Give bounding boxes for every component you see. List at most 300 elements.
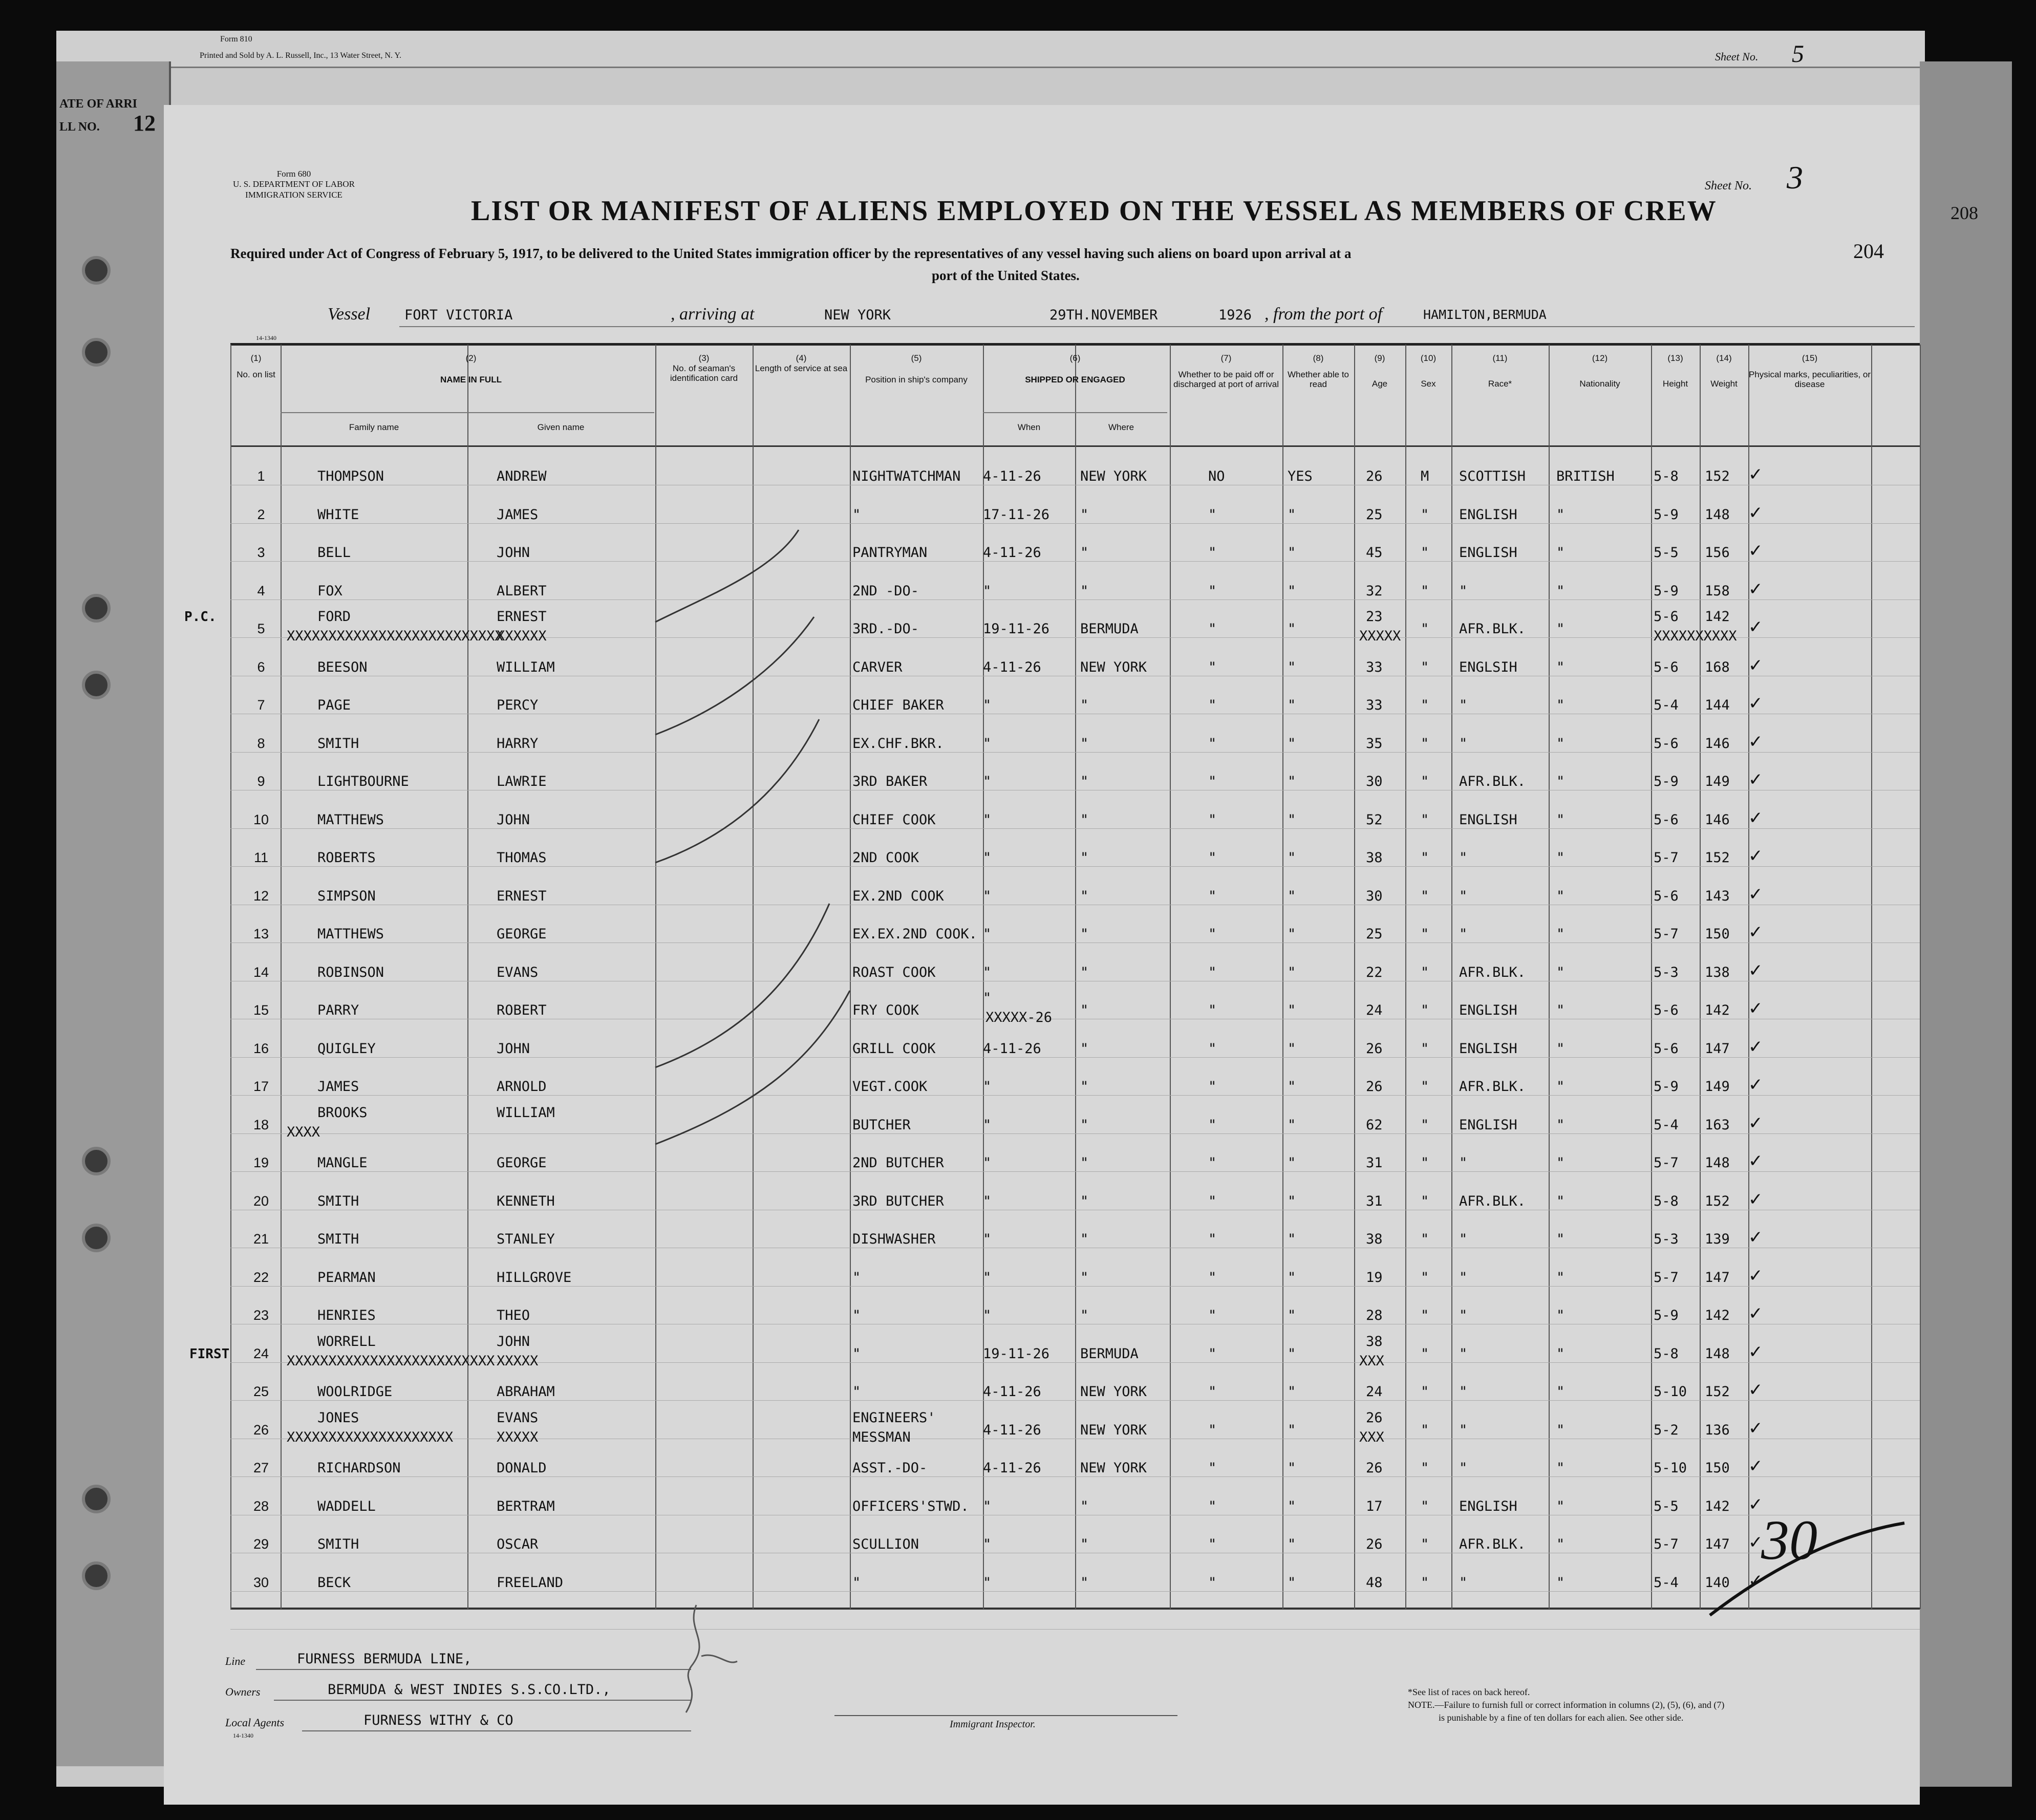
row-number: 25 <box>253 1384 269 1399</box>
shipped-when: 4-11-26 <box>983 468 1041 484</box>
column-line <box>467 345 468 1609</box>
shipped-where: NEW YORK <box>1080 1422 1147 1438</box>
race-note: *See list of races on back hereof. <box>1408 1687 1530 1697</box>
nationality: " <box>1556 1079 1565 1095</box>
physical-mark: ✓ <box>1748 1380 1763 1400</box>
age: 48 <box>1366 1574 1383 1591</box>
race: " <box>1459 1422 1468 1438</box>
weight: 148 <box>1705 506 1730 523</box>
physical-mark: ✓ <box>1748 1532 1763 1553</box>
sex: " <box>1421 1269 1429 1286</box>
shipped-where: " <box>1080 1079 1089 1095</box>
position: CHIEF COOK <box>852 811 936 828</box>
header-sex: (10) Sex <box>1420 353 1437 389</box>
weight: 152 <box>1705 1384 1730 1400</box>
given-name: JOHN <box>497 545 530 561</box>
age: 17 <box>1366 1498 1383 1514</box>
family-name: SMITH <box>317 1536 359 1552</box>
row-line <box>230 1286 1920 1287</box>
given-name: ERNEST <box>497 609 547 625</box>
race: " <box>1459 735 1468 752</box>
row-number: 18 <box>253 1117 269 1132</box>
sex: " <box>1421 1422 1429 1438</box>
header-age: (9) Age <box>1371 353 1388 389</box>
shipped-when: " <box>983 583 992 599</box>
physical-mark: ✓ <box>1748 1341 1763 1362</box>
physical-mark: ✓ <box>1748 693 1763 714</box>
paid-off: " <box>1208 964 1217 980</box>
row-line <box>230 1171 1920 1172</box>
physical-mark: ✓ <box>1748 922 1763 943</box>
owners-label: Owners <box>225 1685 261 1698</box>
height: 5-5 <box>1654 545 1679 561</box>
height: 5-6 <box>1654 659 1679 675</box>
position: 3RD.-DO- <box>852 621 919 637</box>
height: 5-7 <box>1654 850 1679 866</box>
race: SCOTTISH <box>1459 468 1526 484</box>
race: ENGLISH <box>1459 545 1517 561</box>
race: " <box>1459 1345 1468 1362</box>
given-name: ABRAHAM <box>497 1384 555 1400</box>
physical-mark: ✓ <box>1748 731 1763 752</box>
weight: 147 <box>1705 1536 1730 1552</box>
shipped-when: " <box>983 888 992 904</box>
shipped-where: " <box>1080 506 1089 523</box>
sex: " <box>1421 1574 1429 1591</box>
age: 25 <box>1366 926 1383 942</box>
shipped-where: NEW YORK <box>1080 659 1147 675</box>
position: " <box>852 1574 861 1591</box>
family-name: RICHARDSON <box>317 1460 401 1476</box>
column-line <box>1405 345 1406 1609</box>
age: 26 <box>1366 468 1383 484</box>
age: 26 <box>1366 1079 1383 1095</box>
height: 5-9 <box>1654 583 1679 599</box>
paid-off: " <box>1208 888 1217 904</box>
position: VEGT.COOK <box>852 1079 928 1095</box>
binder-hole <box>82 338 111 367</box>
shipped-when: 4-11-26 <box>983 545 1041 561</box>
height: 5-2 <box>1654 1422 1679 1438</box>
position: " <box>852 1384 861 1400</box>
nationality: " <box>1556 850 1565 866</box>
row-number: 24 <box>253 1345 269 1361</box>
row-line <box>230 866 1920 867</box>
underlying-date-of-arrival: ATE OF ARRI <box>59 97 138 111</box>
age: 26 <box>1366 1536 1383 1552</box>
row-number: 4 <box>257 583 265 598</box>
age: 35 <box>1366 735 1383 752</box>
weight: 150 <box>1705 926 1730 942</box>
row-line <box>230 561 1920 562</box>
shipped-where: " <box>1080 1040 1089 1057</box>
nationality: " <box>1556 1231 1565 1247</box>
physical-mark: ✓ <box>1748 1151 1763 1171</box>
able-to-read: " <box>1288 964 1296 980</box>
column-line <box>1920 345 1921 1609</box>
weight: 146 <box>1705 811 1730 828</box>
sex: " <box>1421 621 1429 637</box>
nationality: " <box>1556 1269 1565 1286</box>
binder-hole <box>82 671 111 699</box>
nationality: " <box>1556 545 1565 561</box>
weight: 142 <box>1705 1308 1730 1323</box>
physical-mark: ✓ <box>1748 1189 1763 1210</box>
vessel-underline <box>399 326 1915 327</box>
nationality: " <box>1556 735 1565 752</box>
race: ENGLISH <box>1459 1498 1517 1514</box>
nationality: " <box>1556 1308 1565 1323</box>
race: ENGLISH <box>1459 1040 1517 1057</box>
nationality: " <box>1556 811 1565 828</box>
shipped-divider <box>983 412 1167 413</box>
shipped-when: " <box>983 811 992 828</box>
shipped-where: " <box>1080 888 1089 904</box>
nationality: " <box>1556 1345 1565 1362</box>
column-line <box>1549 345 1550 1609</box>
age: 31 <box>1366 1155 1383 1171</box>
given-name: HARRY <box>497 735 539 752</box>
position: 2ND COOK <box>852 850 919 866</box>
arrival-date: 29TH.NOVEMBER <box>1049 307 1158 323</box>
department: U. S. DEPARTMENT OF LABOR <box>233 179 355 189</box>
sex: " <box>1421 1536 1429 1552</box>
paid-off: " <box>1208 1345 1217 1362</box>
vessel-label: Vessel <box>328 305 371 324</box>
family-name: SMITH <box>317 1231 359 1247</box>
column-line <box>281 345 282 1609</box>
shipped-when: " <box>983 1079 992 1095</box>
family-name: BECK <box>317 1574 351 1591</box>
sex: " <box>1421 964 1429 980</box>
shipped-where: " <box>1080 1574 1089 1591</box>
nationality: " <box>1556 1536 1565 1552</box>
row-line <box>230 523 1920 524</box>
age: 26 <box>1366 1409 1383 1426</box>
race: ENGLISH <box>1459 506 1517 523</box>
row-number: 21 <box>253 1231 269 1247</box>
row-line <box>230 1400 1920 1401</box>
sheet-no-label: Sheet No. <box>1705 179 1752 192</box>
nationality: " <box>1556 926 1565 942</box>
row-number: 17 <box>253 1079 269 1094</box>
physical-mark: ✓ <box>1748 1075 1763 1095</box>
row-line <box>230 1133 1920 1134</box>
shipped-when: 19-11-26 <box>983 621 1050 637</box>
paid-off: " <box>1208 621 1217 637</box>
underlying-list-no: LL NO. <box>59 120 100 134</box>
paid-off: " <box>1208 926 1217 942</box>
row-number: 5 <box>257 621 265 636</box>
sex: " <box>1421 774 1429 789</box>
shipped-when: " <box>983 1117 992 1133</box>
header-paid-off: (7) Whether to be paid off or discharged at port of arrival <box>1173 353 1279 390</box>
height: 5-9 <box>1654 1079 1679 1095</box>
sex: " <box>1421 1384 1429 1400</box>
row-line <box>230 1629 1920 1630</box>
height: 5-7 <box>1654 926 1679 942</box>
family-name: JAMES <box>317 1079 359 1095</box>
paid-off: " <box>1208 1498 1217 1514</box>
shipped-when: 4-11-26 <box>983 1384 1041 1400</box>
vessel-name: FORT VICTORIA <box>404 307 513 323</box>
able-to-read: " <box>1288 1002 1296 1018</box>
family-name: BELL <box>317 545 351 561</box>
shipped-where: " <box>1080 1308 1089 1323</box>
underlying-list-no-value: 12 <box>133 111 156 136</box>
row-number: 2 <box>257 506 265 522</box>
height: 5-3 <box>1654 964 1679 980</box>
row-number: 22 <box>253 1269 269 1285</box>
age: 25 <box>1366 506 1383 523</box>
position: CARVER <box>852 659 903 675</box>
shipped-when: " <box>983 1155 992 1171</box>
manifest-title: LIST OR MANIFEST OF ALIENS EMPLOYED ON THE VESSEL AS MEMBERS OF CREW <box>471 195 1717 227</box>
race: " <box>1459 1384 1468 1400</box>
row-number: 14 <box>253 964 269 980</box>
header-weight: (14) Weight <box>1710 353 1738 389</box>
struck-family-name: XXXX <box>287 1124 320 1140</box>
family-name: MANGLE <box>317 1155 368 1171</box>
weight: 144 <box>1705 697 1730 713</box>
weight: 152 <box>1705 468 1730 484</box>
binder-hole <box>82 1224 111 1252</box>
position: CHIEF BAKER <box>852 697 944 713</box>
row-number: 20 <box>253 1193 269 1209</box>
given-name: STANLEY <box>497 1231 555 1247</box>
position: 3RD BAKER <box>852 774 928 789</box>
age: 38 <box>1366 1333 1383 1350</box>
shipped-where: " <box>1080 964 1089 980</box>
family-name: WHITE <box>317 506 359 523</box>
race: " <box>1459 583 1468 599</box>
given-name: ERNEST <box>497 888 547 904</box>
corner-code: 14-1340 <box>256 334 276 341</box>
position: NIGHTWATCHMAN <box>852 468 961 484</box>
family-name: PEARMAN <box>317 1269 376 1286</box>
physical-mark: ✓ <box>1748 1112 1763 1133</box>
weight: 136 <box>1705 1422 1730 1438</box>
underlying-sheet-no-value: 5 <box>1792 40 1804 68</box>
race: AFR.BLK. <box>1459 621 1526 637</box>
able-to-read: " <box>1288 811 1296 828</box>
able-to-read: " <box>1288 888 1296 904</box>
underlying-printer-line: Printed and Sold by A. L. Russell, Inc., 13 Water Street, N. Y. <box>200 51 401 60</box>
race: " <box>1459 926 1468 942</box>
shipped-when: " <box>983 1308 992 1323</box>
family-name: HENRIES <box>317 1308 376 1323</box>
age: 38 <box>1366 850 1383 866</box>
header-id-card: (3) No. of seaman's identification card <box>670 353 738 383</box>
age: 32 <box>1366 583 1383 599</box>
agents-underline <box>302 1730 691 1731</box>
given-name: KENNETH <box>497 1193 555 1209</box>
given-name: OSCAR <box>497 1536 539 1552</box>
family-name: WOOLRIDGE <box>317 1384 393 1400</box>
header-given-name: Given name <box>537 422 585 432</box>
row-line <box>230 1057 1920 1058</box>
nationality: " <box>1556 583 1565 599</box>
physical-mark: ✓ <box>1748 1036 1763 1057</box>
paid-off: " <box>1208 1460 1217 1476</box>
able-to-read: " <box>1288 1117 1296 1133</box>
height: 5-6 <box>1654 888 1679 904</box>
family-name: SIMPSON <box>317 888 376 904</box>
tally-count: 30 <box>1761 1509 1817 1571</box>
binder-hole <box>82 1485 111 1513</box>
family-name: THOMPSON <box>317 468 384 484</box>
weight: 142 <box>1705 1002 1730 1018</box>
height: 5-10 <box>1654 1384 1687 1400</box>
race: ENGLISH <box>1459 1117 1517 1133</box>
row-number: 28 <box>253 1498 269 1514</box>
able-to-read: " <box>1288 1345 1296 1362</box>
pencil-slashes <box>645 402 860 1170</box>
position: EX.EX.2ND COOK. <box>852 926 977 942</box>
family-name: PARRY <box>317 1002 359 1018</box>
given-name: PERCY <box>497 697 539 713</box>
paid-off: " <box>1208 583 1217 599</box>
struck-shipped-when: XXXXX-26 <box>985 1010 1053 1025</box>
age: 62 <box>1366 1117 1383 1133</box>
nationality: " <box>1556 1422 1565 1438</box>
race: ENGLISH <box>1459 1002 1517 1018</box>
able-to-read: " <box>1288 774 1296 789</box>
family-name: BROOKS <box>317 1104 368 1121</box>
able-to-read: YES <box>1288 468 1313 484</box>
struck-age: XXX <box>1359 1429 1384 1445</box>
inspector-line <box>834 1715 1177 1716</box>
weight: 140 <box>1705 1574 1730 1591</box>
nationality: " <box>1556 1193 1565 1209</box>
sex: M <box>1421 468 1429 484</box>
sex: " <box>1421 850 1429 866</box>
physical-mark: ✓ <box>1748 846 1763 866</box>
age: 38 <box>1366 1231 1383 1247</box>
margin-note: FIRST <box>189 1346 230 1362</box>
able-to-read: " <box>1288 621 1296 637</box>
age: 19 <box>1366 1269 1383 1286</box>
age: 45 <box>1366 545 1383 561</box>
paid-off: " <box>1208 1269 1217 1286</box>
from-label: , from the port of <box>1265 305 1383 324</box>
footer-form-code: 14-1340 <box>233 1732 253 1739</box>
position: " <box>852 1345 861 1362</box>
form-block <box>233 169 355 200</box>
header-physical-marks: (15) Physical marks, peculiarities, or disease <box>1748 353 1871 390</box>
race: ENGLISH <box>1459 811 1517 828</box>
nationality: " <box>1556 506 1565 523</box>
sex: " <box>1421 811 1429 828</box>
shipped-when: " <box>983 926 992 942</box>
height: 5-5 <box>1654 1498 1679 1514</box>
weight: 142 <box>1705 609 1730 625</box>
able-to-read: " <box>1288 1155 1296 1171</box>
paid-off: " <box>1208 1536 1217 1552</box>
able-to-read: " <box>1288 1040 1296 1057</box>
shipped-where: " <box>1080 1193 1089 1209</box>
shipped-where: " <box>1080 1231 1089 1247</box>
age: 23 <box>1366 609 1383 625</box>
shipped-when: 4-11-26 <box>983 659 1041 675</box>
height: 5-10 <box>1654 1460 1687 1476</box>
age: 52 <box>1366 811 1383 828</box>
paid-off: " <box>1208 1079 1217 1095</box>
weight: 138 <box>1705 964 1730 980</box>
shipped-where: " <box>1080 1002 1089 1018</box>
nationality: " <box>1556 774 1565 789</box>
shipped-where: BERMUDA <box>1080 1345 1139 1362</box>
position: FRY COOK <box>852 1002 919 1018</box>
row-number: 6 <box>257 659 265 675</box>
row-number: 23 <box>253 1308 269 1323</box>
nationality: " <box>1556 1117 1565 1133</box>
physical-mark: ✓ <box>1748 769 1763 790</box>
able-to-read: " <box>1288 1422 1296 1438</box>
paid-off: " <box>1208 1422 1217 1438</box>
row-number: 19 <box>253 1155 269 1170</box>
given-name: ALBERT <box>497 583 547 599</box>
position: EX.CHF.BKR. <box>852 735 944 752</box>
position: ENGINEERS' <box>852 1409 936 1426</box>
position: PANTRYMAN <box>852 545 928 561</box>
sex: " <box>1421 1308 1429 1323</box>
column-line <box>1700 345 1701 1609</box>
given-name: EVANS <box>497 964 539 980</box>
row-number: 1 <box>257 468 265 484</box>
given-name: HILLGROVE <box>497 1269 572 1286</box>
given-name: WILLIAM <box>497 1104 555 1121</box>
height: 5-9 <box>1654 506 1679 523</box>
race: " <box>1459 1574 1468 1591</box>
paid-off: " <box>1208 1308 1217 1323</box>
height: 5-6 <box>1654 609 1679 625</box>
age: 22 <box>1366 964 1383 980</box>
given-name: LAWRIE <box>497 774 547 789</box>
shipped-when: 19-11-26 <box>983 1345 1050 1362</box>
nationality: " <box>1556 1574 1565 1591</box>
nationality: " <box>1556 1002 1565 1018</box>
shipped-where: " <box>1080 774 1089 789</box>
given-name: GEORGE <box>497 1155 547 1171</box>
given-name: ANDREW <box>497 468 547 484</box>
header-height: (13) Height <box>1662 353 1688 389</box>
nationality: " <box>1556 1384 1565 1400</box>
column-line <box>1170 345 1171 1609</box>
position: BUTCHER <box>852 1117 911 1133</box>
race: AFR.BLK. <box>1459 1079 1526 1095</box>
shipped-where: " <box>1080 545 1089 561</box>
shipped-when: 4-11-26 <box>983 1460 1041 1476</box>
shipped-when: 4-11-26 <box>983 1422 1041 1438</box>
position: SCULLION <box>852 1536 919 1552</box>
sex: " <box>1421 659 1429 675</box>
height: 5-4 <box>1654 697 1679 713</box>
row-number: 8 <box>257 735 265 751</box>
shipped-when: " <box>983 774 992 789</box>
age: 33 <box>1366 659 1383 675</box>
position: ASST.-DO- <box>852 1460 928 1476</box>
shipped-where: " <box>1080 1498 1089 1514</box>
given-name: EVANS <box>497 1409 539 1426</box>
height: 5-9 <box>1654 1308 1679 1323</box>
able-to-read: " <box>1288 1231 1296 1247</box>
nationality: " <box>1556 659 1565 675</box>
agents-value: FURNESS WITHY & CO <box>363 1712 513 1728</box>
column-line <box>230 345 231 1609</box>
row-number: 9 <box>257 774 265 789</box>
weight: 152 <box>1705 1193 1730 1209</box>
